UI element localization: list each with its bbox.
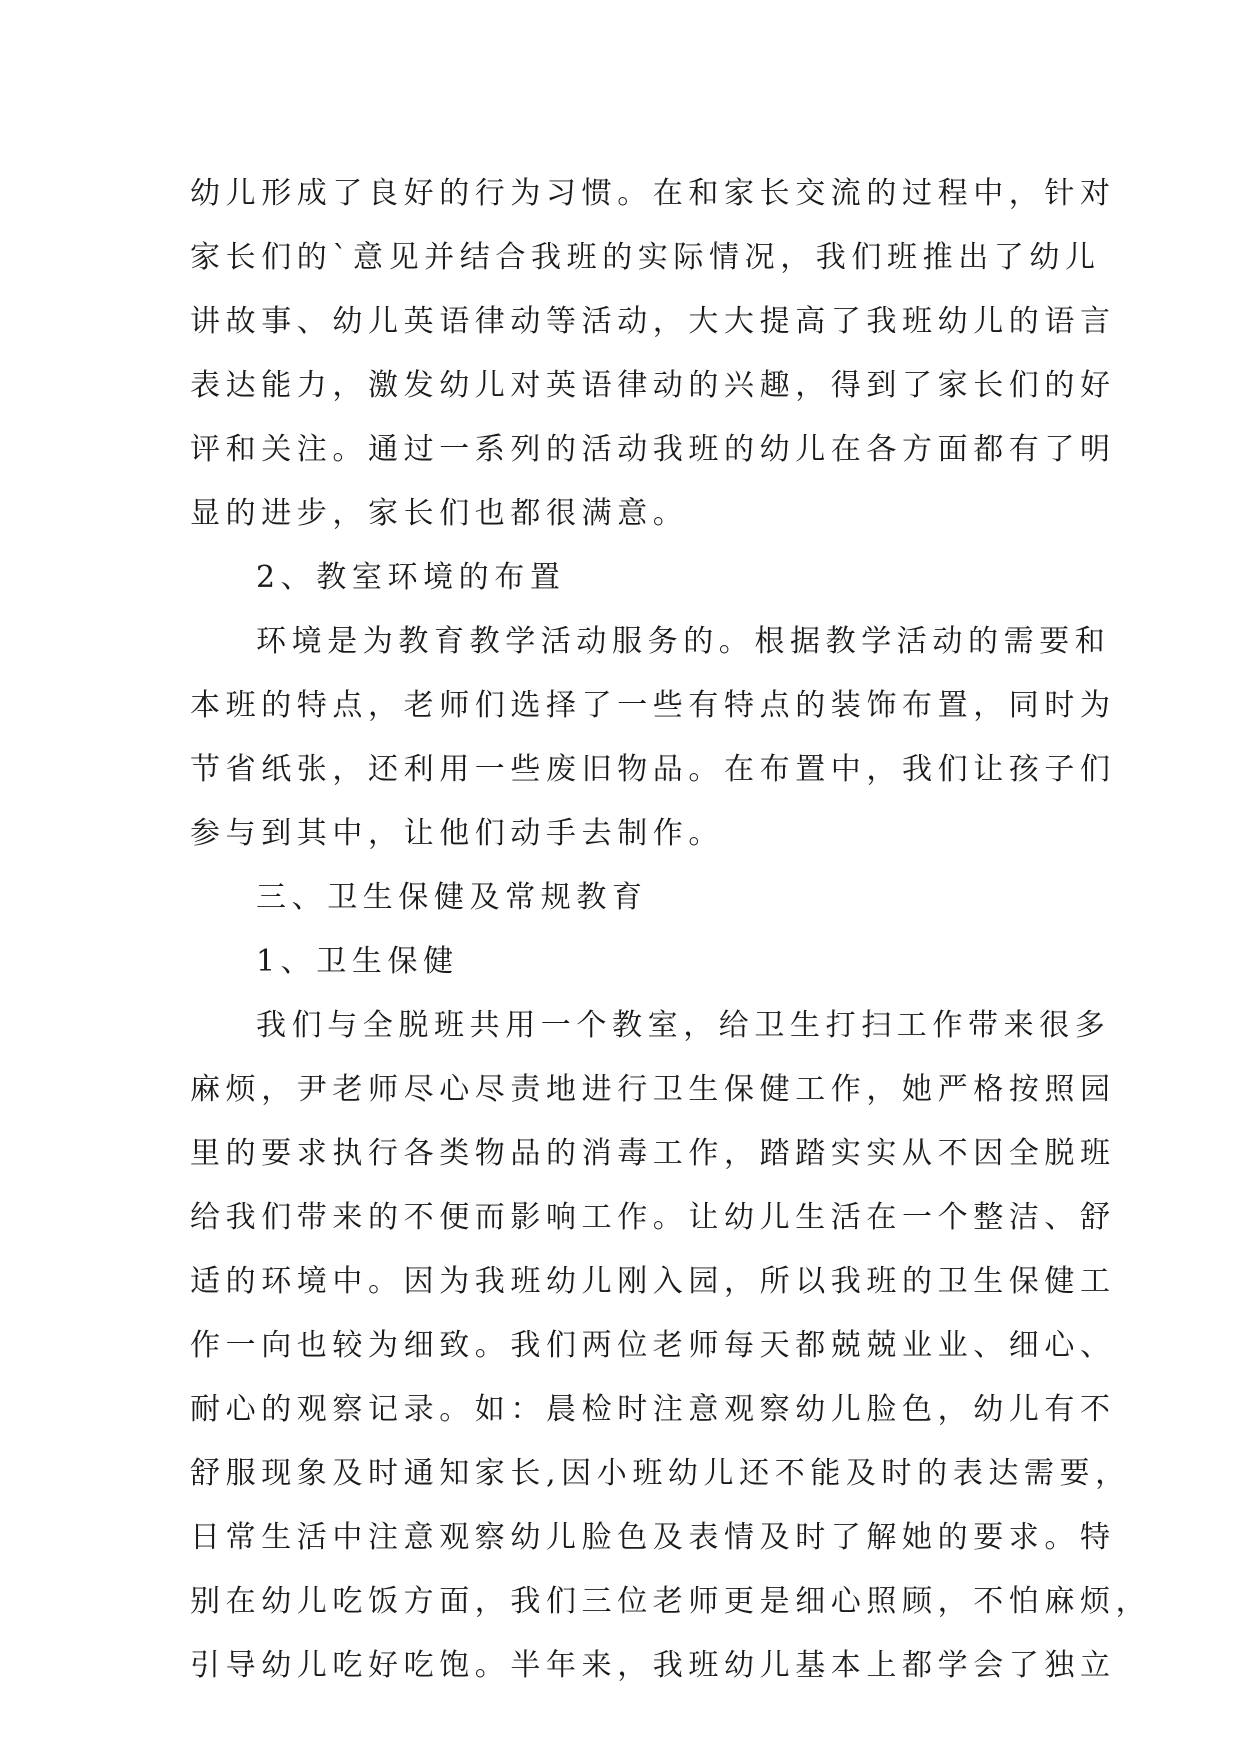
text-line: 讲故事、幼儿英语律动等活动，大大提高了我班幼儿的语言 bbox=[190, 304, 1116, 339]
section-heading: 2、教室环境的布置 bbox=[256, 560, 566, 595]
text-line: 表达能力，激发幼儿对英语律动的兴趣，得到了家长们的好 bbox=[190, 368, 1116, 403]
text-line: 日常生活中注意观察幼儿脸色及表情及时了解她的要求。特 bbox=[190, 1520, 1116, 1555]
paragraph-first-line: 我们与全脱班共用一个教室，给卫生打扫工作带来很多 bbox=[256, 1008, 1111, 1043]
text-line: 评和关注。通过一系列的活动我班的幼儿在各方面都有了明 bbox=[190, 432, 1116, 467]
text-line: 家长们的`意见并结合我班的实际情况，我们班推出了幼儿 bbox=[190, 240, 1101, 275]
text-line: 显的进步，家长们也都很满意。 bbox=[190, 496, 689, 531]
text-line: 麻烦，尹老师尽心尽责地进行卫生保健工作，她严格按照园 bbox=[190, 1072, 1116, 1107]
text-line: 幼儿形成了良好的行为习惯。在和家长交流的过程中，针对 bbox=[190, 176, 1116, 211]
text-line: 节省纸张，还利用一些废旧物品。在布置中，我们让孩子们 bbox=[190, 752, 1116, 787]
text-line: 舒服现象及时通知家长,因小班幼儿还不能及时的表达需要， bbox=[190, 1456, 1131, 1491]
text-line: 适的环境中。因为我班幼儿刚入园，所以我班的卫生保健工 bbox=[190, 1264, 1116, 1299]
text-line: 给我们带来的不便而影响工作。让幼儿生活在一个整洁、舒 bbox=[190, 1200, 1116, 1235]
document-body bbox=[190, 162, 1152, 1698]
section-heading: 三、卫生保健及常规教育 bbox=[256, 880, 648, 915]
text-line: 本班的特点，老师们选择了一些有特点的装饰布置，同时为 bbox=[190, 688, 1116, 723]
text-line: 参与到其中，让他们动手去制作。 bbox=[190, 816, 724, 851]
section-heading: 1、卫生保健 bbox=[256, 944, 459, 979]
text-line: 耐心的观察记录。如：晨检时注意观察幼儿脸色，幼儿有不 bbox=[190, 1392, 1116, 1427]
text-line: 里的要求执行各类物品的消毒工作，踏踏实实从不因全脱班 bbox=[190, 1136, 1116, 1171]
text-line: 作一向也较为细致。我们两位老师每天都兢兢业业、细心、 bbox=[190, 1328, 1116, 1363]
text-line: 别在幼儿吃饭方面，我们三位老师更是细心照顾，不怕麻烦， bbox=[190, 1584, 1152, 1619]
text-line: 引导幼儿吃好吃饱。半年来，我班幼儿基本上都学会了独立 bbox=[190, 1648, 1116, 1683]
paragraph-first-line: 环境是为教育教学活动服务的。根据教学活动的需要和 bbox=[256, 624, 1111, 659]
